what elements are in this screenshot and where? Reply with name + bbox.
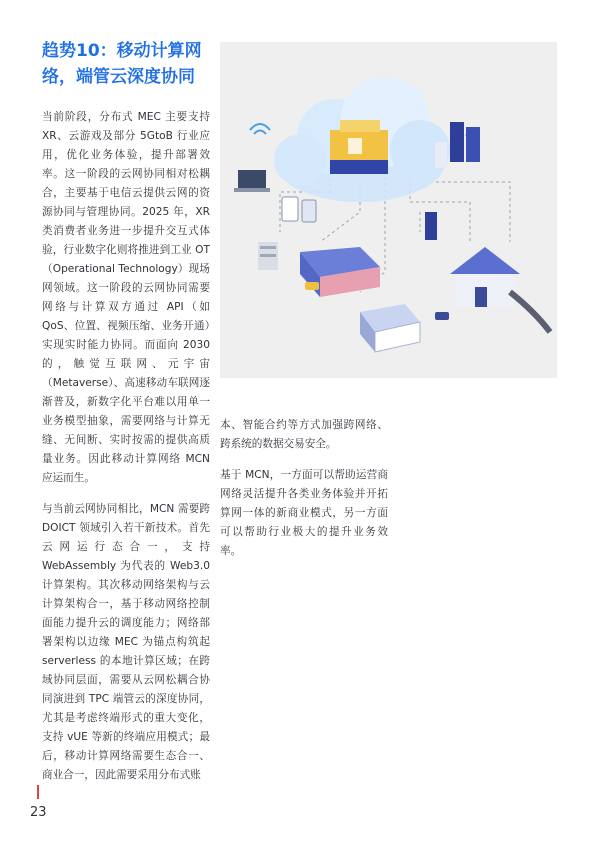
paragraph-3: 本、智能合约等方式加强跨网络、跨系统的数据交易安全。 [220,419,388,450]
cloud-network-illustration [220,42,557,378]
paragraph-2: 与当前云网协同相比，MCN 需要跨 DOICT 领域引入若干新技术。首先云网运行态合一，支持 WebAssembly 为代表的 Web3.0 计算架构。其次移动网络架构与云计算架构合一，基于移动网络控制面能力提升云的调度能力；网络部署架构以边缘 MEC 为锚点构筑起 serverless 的本地计算区域；在跨域协同层面，需要从云网松耦合协同演进到 TPC 端管云的深度协同，尤其是考虑终端形式的重大变化，支持 vUE 等新的终端应用模式；最后，移动计算网络需要生态合一、商业合一，因此需要采用分布式账 [42,503,210,781]
paragraph-1: 当前阶段，分布式 MEC 主要支持 XR、云游戏及部分 5GtoB 行业应用，优化业务体验，提升部署效率。这一阶段的云网协同相对松耦合，主要基于电信云提供云网的资源协同与管理协同。2025 年，XR 类消费者业务进一步提升交互式体验，行业数字化则将推进到工业 OT（Operational Technology）现场网领域。这一阶段的云网协同需要网络与计算双方通过 API（如 QoS、位置、视频压缩、业务开通）实现实时能力协同。而面向 2030 的，触觉互联网、元宇宙（Metaverse）、高速移动车联网逐渐普及，新数字化平台难以用单一业务模型抽象，需要网络与计算无缝、无间断、实时按需的提供高质量业务。因此移动计算网络 MCN 应运而生。 [42,111,210,484]
page-marker [37,785,39,799]
store-icon [360,304,420,352]
phone-icon [282,197,316,222]
cloud-network-graphic [220,42,557,378]
wifi-icon [250,124,270,134]
tower-icon [425,212,437,240]
left-column [42,108,210,797]
house-icon [450,247,550,332]
paragraph-4: 基于 MCN，一方面可以帮助运营商网络灵活提升各类业务体验并开拓算网一体的新商业模式，另一方面可以帮助行业极大的提升业务效率。 [220,469,388,557]
laptop-icon [234,170,270,192]
data-rack-icon [435,122,480,168]
building-icon [258,242,278,270]
right-column [220,416,388,573]
page-number: 23 [30,805,47,820]
section-title: 趋势10：移动计算网络，端管云深度协同 [42,41,202,87]
